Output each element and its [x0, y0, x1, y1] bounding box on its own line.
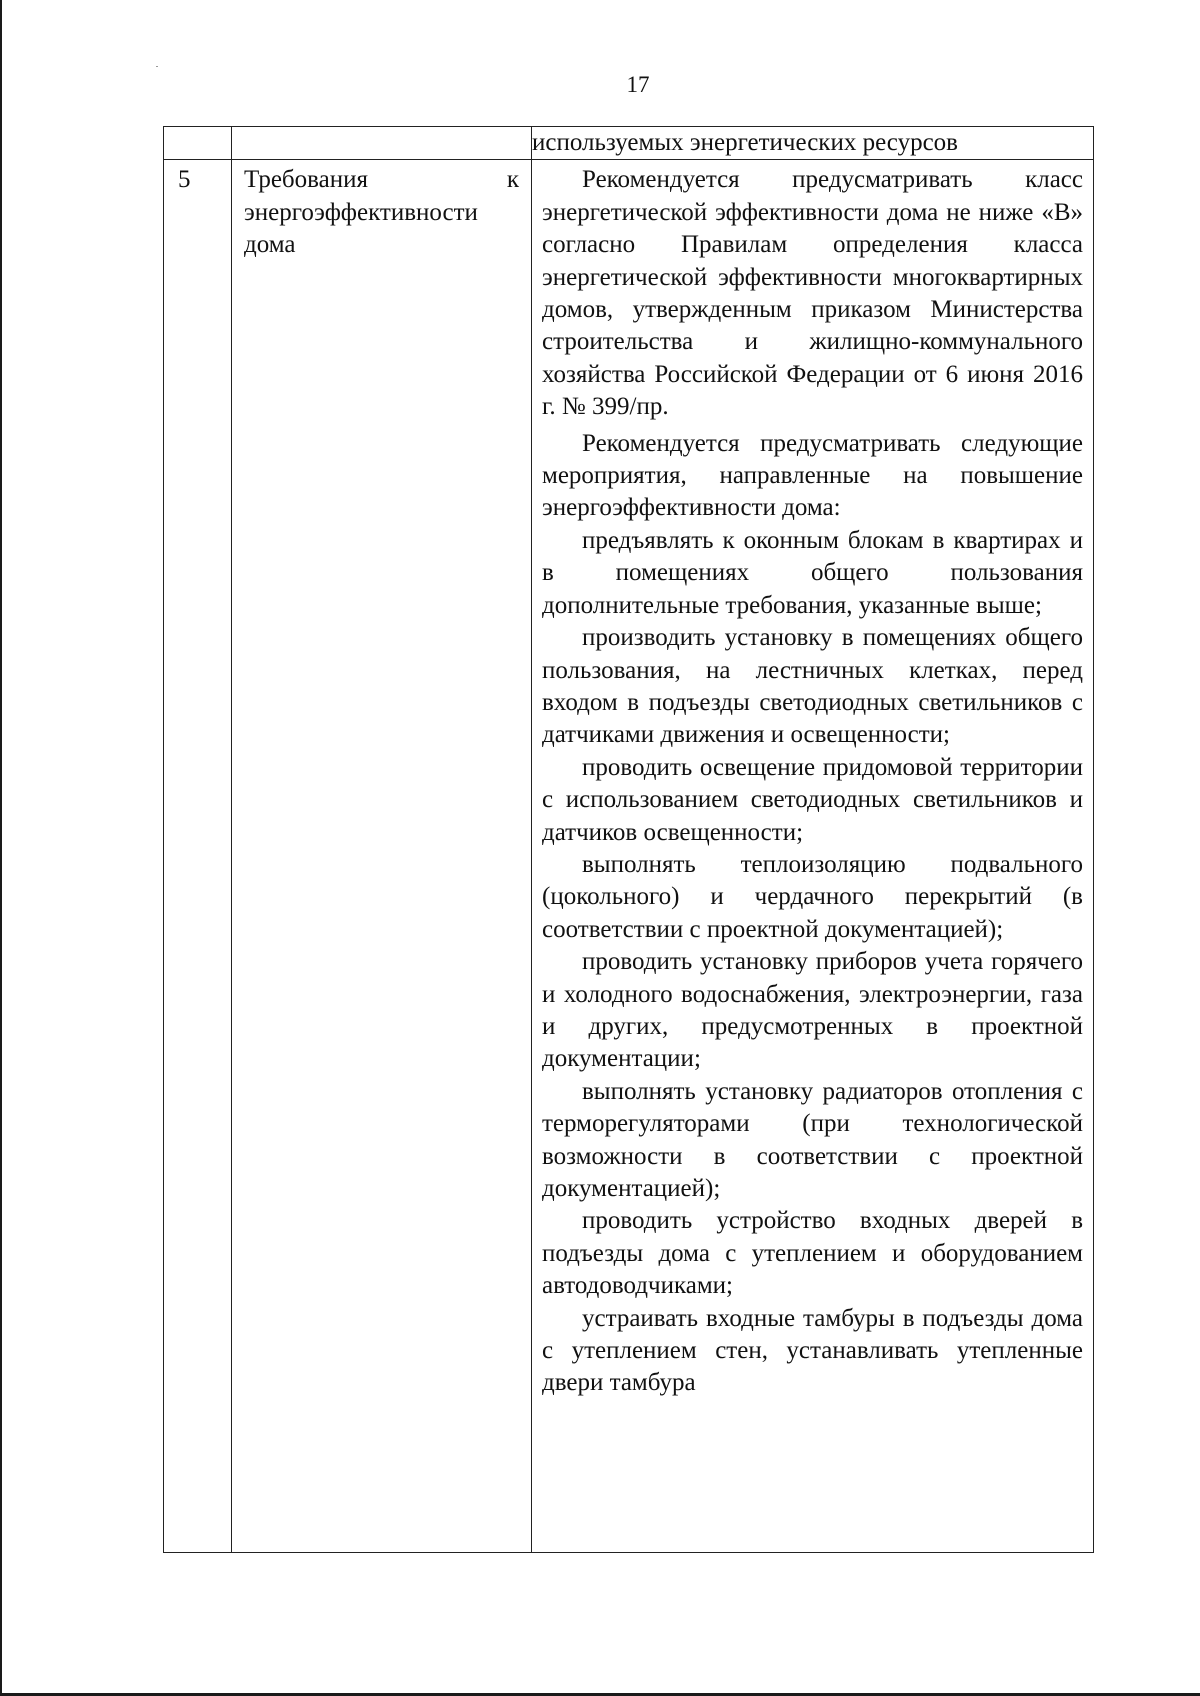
requirement-name-word: энергоэффективности — [244, 198, 478, 226]
description-paragraph: выполнять установку радиаторов отопления с терморегуляторами (при технологической возможности в соответствии с проектной документацией); — [542, 1077, 1083, 1202]
page-number: 17 — [626, 72, 650, 97]
description-paragraph: проводить установку приборов учета горячего и холодного водоснабжения, электроэнергии, газа и других, предусмотренных в проектной документации; — [542, 948, 1083, 1073]
description-paragraph: выполнять теплоизоляцию подвального (цокольного) и чердачного перекрытий (в соответствии с проектной документацией); — [542, 850, 1083, 943]
cell-name-empty — [232, 127, 532, 160]
description-paragraph: проводить освещение придомовой территории с использованием светодиодных светильников и датчиков освещенности; — [542, 753, 1083, 846]
requirement-description — [532, 160, 1094, 1553]
description-paragraph: Рекомендуется предусматривать следующие мероприятия, направленные на повышение энергоэффективности дома: — [542, 429, 1083, 522]
requirement-name-word: к — [506, 166, 519, 194]
description-paragraph: устраивать входные тамбуры в подъезды дома с утеплением стен, устанавливать утепленные двери тамбура — [542, 1304, 1083, 1397]
requirements-table — [163, 126, 1094, 1553]
row-number: 5 — [164, 160, 232, 1553]
requirement-name-word: Требования — [244, 166, 368, 194]
requirement-name-word: дома — [244, 231, 296, 259]
scan-edge-left — [0, 0, 2, 1696]
description-paragraph: Рекомендуется предусматривать класс энергетической эффективности дома не ниже «В» согласно Правилам определения класса энергетической эффективности многоквартирных домов, утвержденным приказом Министерства строительства и жилищно-коммунального хозяйства Российской Федерации от 6 июня 2016 г. № 399/пр. — [542, 166, 1083, 421]
requirement-name — [232, 160, 532, 1553]
description-paragraph: производить установку в помещениях общего пользования, на лестничных клетках, перед входом в подъезды светодиодных светильников с датчиками движения и освещенности; — [542, 624, 1083, 749]
table-row — [164, 160, 1094, 1553]
scan-speck — [156, 66, 158, 67]
cell-num-empty — [164, 127, 232, 160]
cell-desc-continuation: используемых энергетических ресурсов — [532, 127, 1094, 160]
description-paragraph: предъявлять к оконным блокам в квартирах и в помещениях общего пользования дополнительные требования, указанные выше; — [542, 526, 1083, 619]
table-row-continuation — [164, 127, 1094, 160]
description-paragraph: проводить устройство входных дверей в подъезды дома с утеплением и оборудованием автодоводчиками; — [542, 1207, 1083, 1300]
requirement-name-line — [244, 164, 519, 196]
